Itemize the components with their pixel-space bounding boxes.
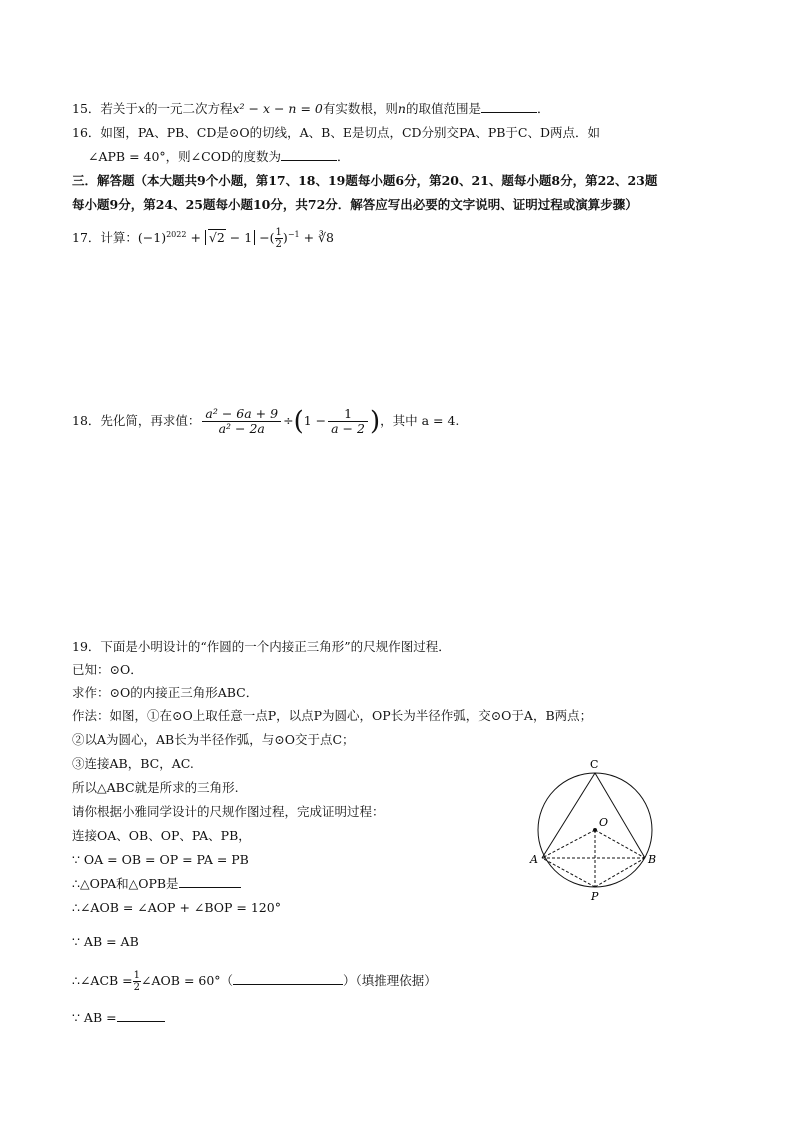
q19-half-num: 1	[133, 970, 141, 981]
q19-line12: ∴∠AOB = ∠AOP + ∠BOP = 120°	[72, 900, 281, 915]
q16-text: ∠APB = 40°，则∠COD的度数为	[88, 149, 281, 164]
q17-frac-den: 2	[275, 239, 282, 251]
q19-line4: 作法：如图，①在⊙O上取任意一点P，以点P为圆心，OP长为半径作弧，交⊙O于A，B两点；	[72, 708, 593, 723]
q15-equation: x² − x − n = 0	[232, 101, 323, 116]
q18-fraction	[202, 407, 281, 436]
q17-minus-paren: −(	[259, 230, 275, 246]
q15-text-suffix: 的取值范围是	[405, 101, 481, 116]
q19-line11-text: ∴△OPA和△OPB是	[72, 876, 179, 891]
question-18	[72, 403, 459, 439]
segment-pa	[542, 858, 595, 887]
q17-plus: +	[190, 230, 201, 246]
q19-line1: 19．下面是小明设计的“作圆的一个内接正三角形”的尺规作图过程．	[72, 639, 451, 654]
q17-absolute-value	[205, 230, 255, 245]
q19-ab-blank[interactable]	[117, 1009, 165, 1022]
q17-close-paren: )	[282, 230, 288, 246]
q18-one-minus: 1 −	[303, 413, 327, 428]
q19-line15-text: ∵ AB =	[72, 1010, 117, 1025]
q17-sqrt2: √2	[208, 230, 225, 246]
q19-line14-c: ）（填推理依据）	[343, 973, 437, 988]
q19-triangle-type-blank[interactable]	[179, 875, 241, 888]
q19-line14-b: ∠AOB = 60°（	[141, 973, 234, 988]
q19-line13: ∵ AB = AB	[72, 934, 139, 949]
label-b: B	[648, 853, 657, 866]
q15-end: ．	[536, 101, 550, 116]
q15-text-mid: 的一元二次方程	[144, 101, 233, 116]
q18-divide: ÷	[283, 413, 294, 428]
q19-line14	[72, 966, 437, 996]
q18-close-paren: )	[369, 406, 381, 437]
label-c: C	[590, 758, 599, 771]
q17-minus-one: − 1	[225, 230, 253, 246]
q19-line9: 连接OA、OB、OP、PA、PB，	[72, 828, 251, 843]
q15-text: 15．若关于	[72, 101, 138, 116]
circle-triangle-figure	[525, 752, 670, 907]
q18-inner-den: a − 2	[331, 421, 365, 436]
q17-term1: (−1)	[137, 230, 167, 246]
q18-inner-fraction	[328, 407, 368, 436]
q17-label: 17．计算：	[72, 230, 138, 246]
segment-oa	[542, 830, 595, 858]
section-3-heading-line1: 三．解答题（本大题共9个小题，第17、18、19题每小题6分，第20、21、题每小题8分，第22、23题	[72, 173, 658, 188]
q18-tail: ，其中 a = 4.	[380, 413, 460, 428]
q17-exp1: 2022	[166, 230, 187, 239]
section-3-heading-line2: 每小题9分，第24、25题每小题10分，共72分．解答应写出必要的文字说明、证明过程或演算步骤）	[72, 197, 638, 212]
q17-cuberoot: + ∛8	[303, 230, 334, 246]
q18-numerator: a² − 6a + 9	[202, 407, 281, 422]
q15-var-n: n	[397, 101, 406, 116]
label-p: P	[591, 890, 599, 903]
center-point-o	[593, 828, 597, 832]
q19-reason-blank[interactable]	[233, 972, 343, 985]
q18-label: 18．先化简，再求值：	[72, 413, 201, 428]
q19-half-fraction	[133, 970, 141, 993]
q19-line10: ∵ OA = OB = OP = PA = PB	[72, 852, 249, 867]
q19-half-den: 2	[133, 982, 141, 993]
label-o: O	[599, 816, 609, 829]
question-15	[72, 100, 549, 118]
question-16-line2	[88, 148, 350, 166]
q17-frac-num: 1	[275, 227, 282, 239]
q18-inner-num: 1	[328, 407, 368, 422]
q19-line15	[72, 1009, 165, 1027]
q19-line5: ②以A为圆心，AB长为半径作弧，与⊙O交于点C；	[72, 732, 355, 747]
q17-exp2: −1	[287, 230, 300, 239]
q18-open-paren: (	[293, 406, 304, 437]
q17-fraction	[275, 227, 283, 250]
q19-line8: 请你根据小雅同学设计的尺规作图过程，完成证明过程：	[72, 804, 385, 819]
q16-answer-blank[interactable]	[281, 148, 337, 161]
q19-line11	[72, 875, 241, 893]
q19-line2: 已知：⊙O．	[72, 662, 143, 677]
q15-answer-blank[interactable]	[481, 100, 537, 113]
q19-line7: 所以△ABC就是所求的三角形.	[72, 780, 239, 795]
q15-text-mid2: 有实数根，则	[322, 101, 398, 116]
segment-ca	[542, 773, 595, 858]
q19-line6: ③连接AB，BC，AC.	[72, 756, 194, 771]
question-16-line1: 16．如图，PA、PB、CD是⊙O的切线，A、B、E是切点，CD分别交PA、PB于C、D两点．如	[72, 125, 600, 140]
q15-var-x: x	[137, 101, 145, 116]
q19-line3: 求作：⊙O的内接正三角形ABC．	[72, 685, 259, 700]
q16-end: ．	[336, 149, 350, 164]
label-a: A	[530, 853, 538, 866]
q19-line14-a: ∴∠ACB =	[72, 973, 133, 988]
q18-denominator: a² − 2a	[218, 421, 265, 436]
segment-ob	[595, 830, 645, 858]
question-17	[72, 222, 334, 251]
segment-pb	[595, 858, 645, 887]
